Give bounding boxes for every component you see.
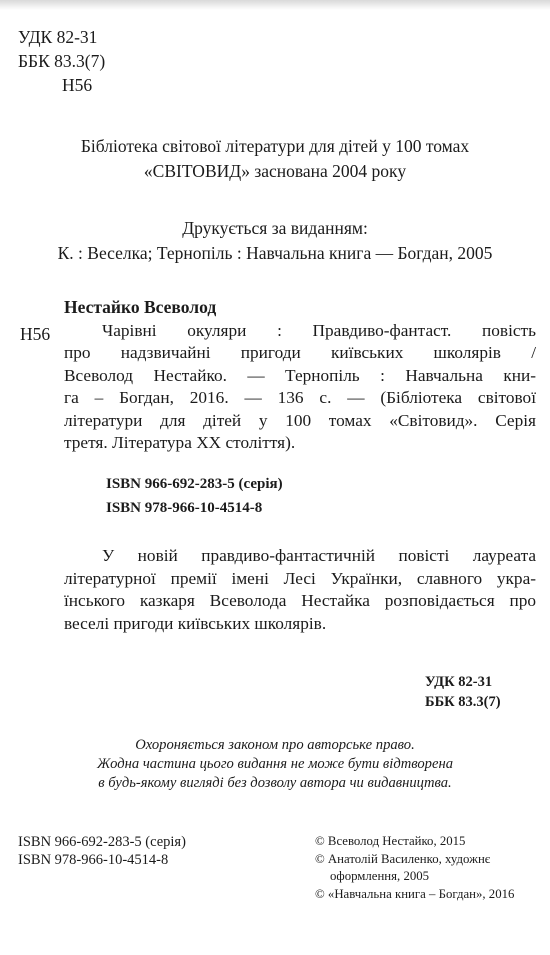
series-line-2: «СВІТОВИД» заснована 2004 року	[143, 161, 407, 181]
copyright-author: © Всеволод Нестайко, 2015	[315, 834, 466, 848]
footer-isbn-series: ISBN 966-692-283-5 (серія)	[18, 834, 186, 850]
annotation-line: У новій правдиво-фантастичній повісті лауреата	[102, 546, 536, 565]
annotation-line: літературної премії імені Лесі Українки, славного укра-	[64, 568, 536, 588]
record-isbn-series: ISBN 966-692-283-5 (серія)	[106, 476, 283, 492]
printed-from-edition: К. : Веселка; Тернопіль : Навчальна книга — Богдан, 2005	[57, 243, 493, 263]
copyright-illustrator: © Анатолій Василенко, художнє	[315, 852, 491, 866]
record-isbn-book: ISBN 978-966-10-4514-8	[106, 500, 263, 516]
footer-isbn-book: ISBN 978-966-10-4514-8	[18, 852, 169, 868]
printed-from-heading: Друкується за виданням:	[182, 218, 368, 238]
record-author-sign: Н56	[20, 324, 51, 344]
notice-line: Охороняється законом про авторське право.	[135, 737, 415, 753]
description-line: літератури для дітей у 100 томах «Світовид». Серія	[64, 410, 536, 430]
udk-code-top: УДК 82-31	[18, 27, 98, 47]
copyright-protection-notice	[0, 736, 550, 792]
description-line: Чарівні окуляри : Правдиво-фантаст. повість	[102, 321, 536, 340]
bbk-code-bottom: ББК 83.3(7)	[425, 694, 501, 710]
series-line-1: Бібліотека світової літератури для дітей у 100 томах	[80, 136, 470, 156]
notice-line: Жодна частина цього видання не може бути відтворена	[97, 755, 453, 772]
bibliographic-description	[64, 320, 536, 454]
udk-code-bottom: УДК 82-31	[425, 674, 493, 690]
annotation	[64, 545, 536, 635]
page-top-shadow	[0, 0, 550, 10]
record-author: Нестайко Всеволод	[64, 297, 217, 317]
description-line: про надзвичайні пригоди київських школярів /	[64, 343, 536, 363]
description-line: га – Богдан, 2016. — 136 с. — (Бібліотека світової	[64, 388, 536, 408]
annotation-line: їнського казкаря Всеволода Нестайка розповідається про	[64, 591, 536, 611]
bbk-code-top: ББК 83.3(7)	[18, 51, 106, 71]
copyright-publisher: © «Навчальна книга – Богдан», 2016	[315, 887, 515, 901]
author-sign-top: Н56	[62, 75, 93, 95]
description-line: третя. Література XX століття).	[64, 433, 296, 453]
annotation-line: веселі пригоди київських школярів.	[64, 613, 327, 633]
copyright-illustrator-cont: оформлення, 2005	[330, 869, 430, 883]
description-line: Всеволод Нестайко. — Тернопіль : Навчальна кни-	[64, 365, 536, 385]
notice-line: в будь-якому вигляді без дозволу автора чи видавництва.	[98, 774, 452, 791]
